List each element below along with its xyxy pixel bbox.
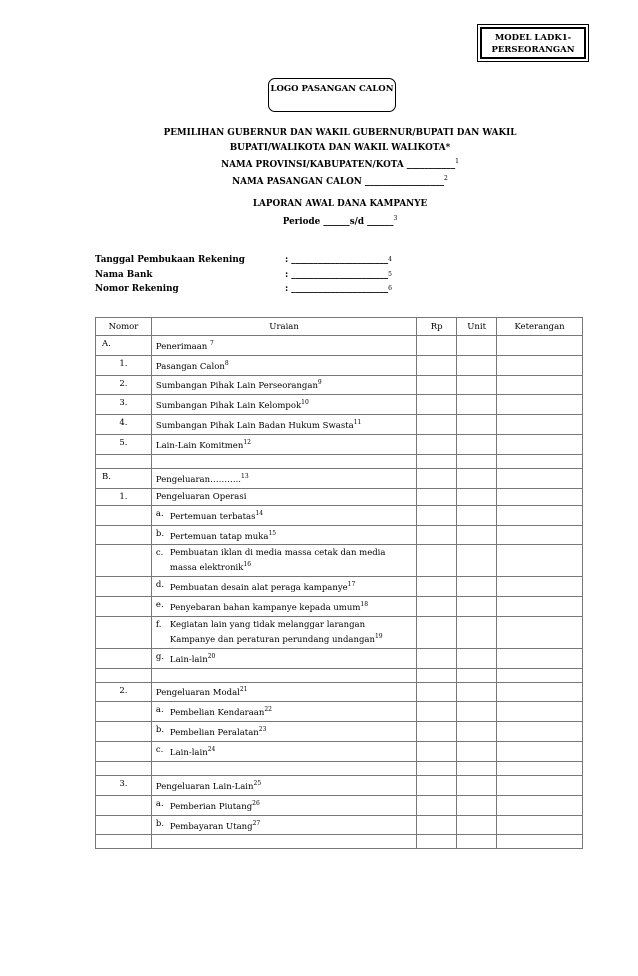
row-text: Pembelian Peralatan: [169, 728, 259, 739]
footnote-marker: 26: [252, 799, 260, 807]
row-text: Pembelian Kendaraan: [169, 708, 265, 719]
row-text: Pengeluaran Operasi: [155, 491, 247, 502]
unit-cell: [457, 795, 497, 815]
rp-cell: [417, 597, 457, 617]
row-number: [96, 577, 152, 597]
footnote-marker: 6: [388, 285, 392, 292]
unit-cell: [457, 395, 497, 415]
table-row: [96, 648, 583, 668]
footnote-marker: 27: [252, 819, 261, 827]
unit-cell: [457, 545, 497, 577]
footnote-marker: 18: [360, 601, 369, 609]
header-rp: Rp: [417, 318, 457, 336]
row-text: Pembuatan desain alat peraga kampanye: [169, 583, 348, 594]
sub-item-letter: a.: [155, 508, 164, 519]
row-number: A.: [96, 336, 152, 356]
keterangan-cell: [497, 355, 583, 375]
footnote-marker: 10: [301, 399, 309, 407]
heading-line-3: NAMA PROVINSI/KABUPATEN/KOTA ___________$^1$: [221, 158, 459, 170]
row-text: Kegiatan lain yang tidak melanggar larangan Kampanye dan peraturan perundang undangan: [169, 619, 375, 645]
rp-cell: [417, 742, 457, 762]
unit-cell: [457, 375, 497, 395]
row-number: [96, 815, 152, 835]
unit-cell: [457, 597, 497, 617]
row-description: [151, 468, 416, 488]
unit-cell: [457, 468, 497, 488]
row-description: [151, 505, 416, 525]
table-row: [96, 336, 583, 356]
keterangan-cell: [497, 525, 583, 545]
info-label: Nama Bank: [95, 269, 153, 280]
unit-cell: [457, 648, 497, 668]
row-description: [151, 454, 416, 468]
row-description: [151, 682, 416, 702]
header-unit: Unit: [457, 318, 497, 336]
header-keterangan: Keterangan: [497, 318, 583, 336]
footnote-marker: 19: [374, 632, 383, 640]
rp-cell: [417, 682, 457, 702]
row-number: 5.: [96, 435, 152, 455]
rp-cell: [417, 395, 457, 415]
unit-cell: [457, 722, 497, 742]
row-text: Pembuatan iklan di media massa cetak dan media massa elektronik: [169, 548, 386, 574]
footnote-marker: 1: [455, 158, 459, 165]
keterangan-cell: [497, 742, 583, 762]
rp-cell: [417, 775, 457, 795]
footnote-marker: 3: [393, 214, 398, 222]
footnote-marker: 13: [241, 472, 249, 480]
rp-cell: [417, 415, 457, 435]
keterangan-cell: [497, 454, 583, 468]
row-number: 2.: [96, 682, 152, 702]
table-row: [96, 435, 583, 455]
rp-cell: [417, 468, 457, 488]
keterangan-cell: [497, 835, 583, 849]
sub-item-letter: b.: [155, 725, 165, 736]
footnote-marker: 24: [207, 746, 216, 754]
heading-line-1: PEMILIHAN GUBERNUR DAN WAKIL GUBERNUR/BUPATI DAN WAKIL: [163, 128, 517, 138]
table-row: [96, 682, 583, 702]
row-text: Pengeluaran………..: [155, 474, 242, 485]
table-row: [96, 795, 583, 815]
table-row: [96, 835, 583, 849]
keterangan-cell: [497, 616, 583, 648]
logo-placeholder: LOGO PASANGAN CALON: [268, 78, 396, 112]
rp-cell: [417, 815, 457, 835]
unit-cell: [457, 505, 497, 525]
info-value: : ______________________: [285, 255, 389, 265]
keterangan-cell: [497, 761, 583, 775]
row-description: [151, 668, 416, 682]
account-info: [95, 253, 392, 297]
footnote-marker: 15: [268, 529, 277, 537]
row-text: Lain-lain: [169, 654, 208, 665]
row-text: Pembayaran Utang: [169, 821, 253, 832]
row-number: [96, 545, 152, 577]
footnote-marker: 14: [255, 509, 264, 517]
table-row: [96, 415, 583, 435]
row-text: Pertemuan tatap muka: [169, 531, 269, 542]
rp-cell: [417, 488, 457, 505]
table-row: [96, 577, 583, 597]
header-uraian: Uraian: [151, 318, 416, 336]
report-period: Periode ______s/d ______$^3$: [282, 214, 398, 227]
footnote-marker: 23: [258, 726, 267, 734]
info-row-bank-name: [95, 268, 392, 283]
row-text: Sumbangan Pihak Lain Badan Hukum Swasta: [155, 421, 354, 432]
row-description: [151, 525, 416, 545]
keterangan-cell: [497, 815, 583, 835]
row-text: Lain-Lain Komitmen: [155, 440, 244, 451]
row-description: [151, 835, 416, 849]
footnote-marker: 5: [388, 270, 392, 278]
row-text: Pertemuan terbatas: [169, 511, 256, 522]
row-text: Pemberian Piutang: [169, 801, 253, 812]
keterangan-cell: [497, 395, 583, 415]
row-description: [151, 702, 416, 722]
row-number: [96, 525, 152, 545]
keterangan-cell: [497, 435, 583, 455]
table-row: [96, 761, 583, 775]
row-text: Pengeluaran Lain-Lain: [155, 781, 254, 792]
rp-cell: [417, 795, 457, 815]
row-text: Penyebaran bahan kampanye kepada umum: [169, 602, 361, 613]
rp-cell: [417, 577, 457, 597]
table-row: [96, 702, 583, 722]
keterangan-cell: [497, 795, 583, 815]
row-number: [96, 597, 152, 617]
sub-item-letter: c.: [155, 548, 164, 559]
rp-cell: [417, 668, 457, 682]
footnote-marker: 9: [317, 379, 322, 387]
model-label: MODEL LADK1-PERSEORANGAN: [480, 27, 586, 59]
table-row: [96, 722, 583, 742]
row-number: [96, 505, 152, 525]
info-value: : ______________________: [285, 269, 389, 280]
keterangan-cell: [497, 336, 583, 356]
info-label: Tanggal Pembukaan Rekening: [95, 255, 245, 265]
unit-cell: [457, 815, 497, 835]
table-body: [96, 336, 583, 849]
table-row: [96, 395, 583, 415]
row-text: Pengeluaran Modal: [155, 688, 240, 699]
row-number: [96, 648, 152, 668]
rp-cell: [417, 702, 457, 722]
row-number: [96, 454, 152, 468]
rp-cell: [417, 722, 457, 742]
sub-item-letter: g.: [155, 651, 165, 662]
keterangan-cell: [497, 775, 583, 795]
footnote-marker: 21: [239, 686, 248, 694]
row-number: 2.: [96, 375, 152, 395]
row-number: [96, 722, 152, 742]
row-description: [151, 795, 416, 815]
table-row: [96, 488, 583, 505]
report-title: LAPORAN AWAL DANA KAMPANYE: [252, 199, 428, 209]
heading-line-2: BUPATI/WALIKOTA DAN WAKIL WALIKOTA*: [229, 142, 451, 153]
row-description: [151, 336, 416, 356]
unit-cell: [457, 525, 497, 545]
rp-cell: [417, 435, 457, 455]
row-description: [151, 616, 416, 648]
row-description: [151, 375, 416, 395]
unit-cell: [457, 488, 497, 505]
unit-cell: [457, 616, 497, 648]
unit-cell: [457, 668, 497, 682]
table-row: [96, 616, 583, 648]
rp-cell: [417, 454, 457, 468]
row-text: Sumbangan Pihak Lain Kelompok: [155, 401, 302, 412]
unit-cell: [457, 835, 497, 849]
keterangan-cell: [497, 597, 583, 617]
report-heading: [60, 197, 620, 229]
table-row: [96, 375, 583, 395]
row-number: [96, 702, 152, 722]
campaign-fund-table: [95, 317, 583, 849]
keterangan-cell: [497, 577, 583, 597]
row-description: [151, 648, 416, 668]
row-description: [151, 761, 416, 775]
row-text: Sumbangan Pihak Lain Perseorangan: [155, 381, 318, 392]
row-description: [151, 775, 416, 795]
unit-cell: [457, 577, 497, 597]
row-description: [151, 355, 416, 375]
row-description: [151, 815, 416, 835]
row-number: [96, 761, 152, 775]
rp-cell: [417, 525, 457, 545]
keterangan-cell: [497, 722, 583, 742]
row-description: [151, 545, 416, 577]
footnote-marker: 22: [264, 706, 272, 714]
info-value: : ______________________: [285, 284, 389, 294]
row-description: [151, 488, 416, 505]
table-row: [96, 525, 583, 545]
footnote-marker: 2: [444, 175, 448, 183]
unit-cell: [457, 761, 497, 775]
table-row: [96, 742, 583, 762]
table-row: [96, 468, 583, 488]
rp-cell: [417, 336, 457, 356]
header-nomor: Nomor: [96, 318, 152, 336]
rp-cell: [417, 835, 457, 849]
row-description: [151, 577, 416, 597]
row-description: [151, 395, 416, 415]
keterangan-cell: [497, 505, 583, 525]
footnote-marker: 17: [347, 581, 356, 589]
row-number: [96, 668, 152, 682]
row-number: [96, 795, 152, 815]
keterangan-cell: [497, 682, 583, 702]
table-header-row: [96, 318, 583, 336]
rp-cell: [417, 616, 457, 648]
keterangan-cell: [497, 375, 583, 395]
row-description: [151, 597, 416, 617]
row-number: [96, 742, 152, 762]
row-text: Pasangan Calon: [155, 361, 225, 372]
table-row: [96, 775, 583, 795]
table-row: [96, 668, 583, 682]
row-number: B.: [96, 468, 152, 488]
sub-item-letter: d.: [155, 580, 165, 591]
unit-cell: [457, 355, 497, 375]
footnote-marker: 16: [243, 561, 252, 569]
row-text: Penerimaan: [155, 341, 210, 352]
rp-cell: [417, 545, 457, 577]
rp-cell: [417, 355, 457, 375]
row-number: [96, 835, 152, 849]
row-number: 3.: [96, 775, 152, 795]
sub-item-letter: b.: [155, 818, 165, 829]
sub-item-letter: a.: [155, 798, 164, 809]
row-description: [151, 742, 416, 762]
sub-item-letter: c.: [155, 745, 164, 756]
row-number: 4.: [96, 415, 152, 435]
unit-cell: [457, 336, 497, 356]
model-label-box: [477, 24, 589, 62]
keterangan-cell: [497, 488, 583, 505]
election-heading: [60, 126, 620, 190]
unit-cell: [457, 682, 497, 702]
keterangan-cell: [497, 415, 583, 435]
sub-item-letter: a.: [155, 705, 164, 716]
footnote-marker: 8: [224, 359, 229, 367]
sub-item-letter: f.: [155, 619, 162, 630]
keterangan-cell: [497, 545, 583, 577]
keterangan-cell: [497, 668, 583, 682]
sub-item-letter: e.: [155, 600, 164, 611]
row-description: [151, 415, 416, 435]
row-number: 1.: [96, 488, 152, 505]
table-row: [96, 355, 583, 375]
unit-cell: [457, 435, 497, 455]
rp-cell: [417, 505, 457, 525]
table-row: [96, 815, 583, 835]
rp-cell: [417, 761, 457, 775]
unit-cell: [457, 702, 497, 722]
heading-line-4: NAMA PASANGAN CALON __________________$^2$: [232, 175, 448, 188]
footnote-marker: 12: [243, 439, 251, 447]
info-row-account-number: [95, 282, 392, 297]
keterangan-cell: [497, 648, 583, 668]
sub-item-letter: b.: [155, 528, 165, 539]
footnote-marker: 20: [207, 652, 216, 660]
unit-cell: [457, 454, 497, 468]
footnote-marker: 4: [388, 256, 392, 263]
table-row: [96, 597, 583, 617]
info-label: Nomor Rekening: [95, 284, 179, 294]
unit-cell: [457, 415, 497, 435]
table-row: [96, 545, 583, 577]
table-row: [96, 505, 583, 525]
rp-cell: [417, 648, 457, 668]
footnote-marker: 7: [209, 340, 214, 347]
row-number: 3.: [96, 395, 152, 415]
row-number: [96, 616, 152, 648]
unit-cell: [457, 775, 497, 795]
info-row-opening-date: [95, 253, 392, 268]
keterangan-cell: [497, 702, 583, 722]
rp-cell: [417, 375, 457, 395]
row-text: Lain-lain: [169, 747, 208, 758]
row-description: [151, 435, 416, 455]
table-row: [96, 454, 583, 468]
footnote-marker: 25: [253, 779, 262, 787]
row-number: 1.: [96, 355, 152, 375]
keterangan-cell: [497, 468, 583, 488]
unit-cell: [457, 742, 497, 762]
footnote-marker: 11: [353, 419, 362, 427]
row-description: [151, 722, 416, 742]
